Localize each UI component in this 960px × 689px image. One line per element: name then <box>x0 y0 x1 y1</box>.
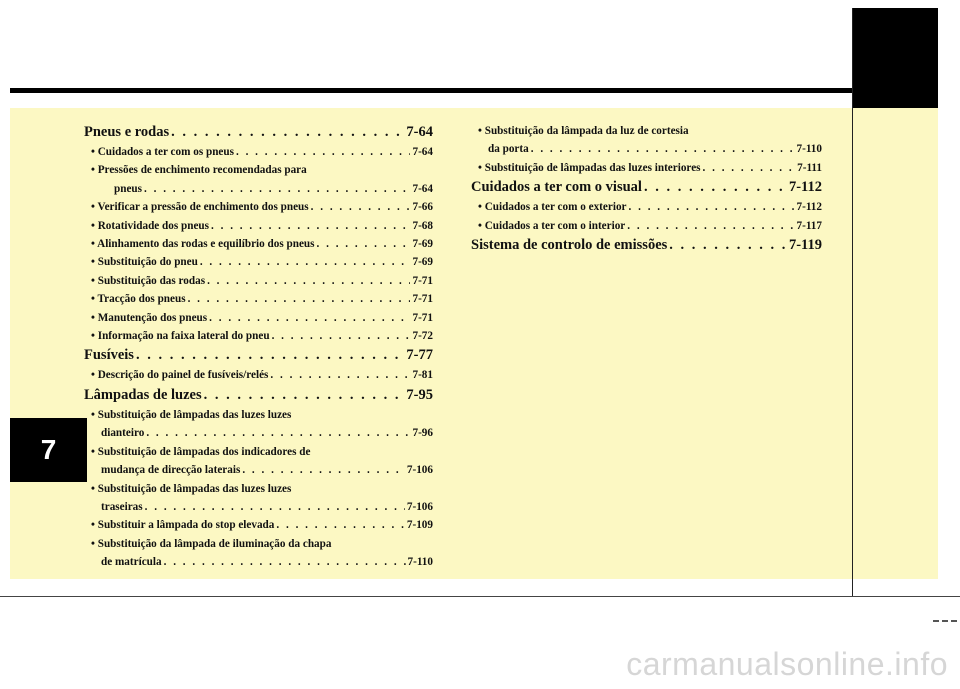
toc-entry-title: Fusíveis <box>84 347 134 364</box>
toc-entry-page: 7-71 <box>412 274 433 287</box>
dot-leader <box>627 217 794 235</box>
toc-entry-title: dianteiro <box>101 427 145 440</box>
dot-leader <box>531 140 795 158</box>
toc-entry-page: 7-71 <box>412 293 433 306</box>
toc-entry[interactable] <box>84 217 433 235</box>
dot-leader <box>703 159 796 177</box>
dot-leader <box>270 366 410 384</box>
toc-entry-page: 7-77 <box>406 347 433 364</box>
toc-entry-title: • Manutenção dos pneus <box>91 309 207 327</box>
toc-entry-page: 7-109 <box>406 519 433 532</box>
chapter-number-tab[interactable] <box>10 418 87 482</box>
toc-entry-title: • Cuidados a ter com os pneus <box>91 143 234 161</box>
toc-entry-title: • Substituir a lâmpada do stop elevada <box>91 516 274 534</box>
toc-entry-page: 7-71 <box>412 311 433 324</box>
toc-entry-page: 7-106 <box>406 500 433 513</box>
toc-heading[interactable] <box>471 235 822 256</box>
toc-heading[interactable] <box>84 385 433 406</box>
toc-entry[interactable] <box>84 272 433 290</box>
chapter-tab-top <box>853 8 938 108</box>
toc-entry-page: 7-111 <box>797 161 822 174</box>
toc-entry-title: da porta <box>488 143 529 156</box>
toc-entry-title: • Substituição das rodas <box>91 272 205 290</box>
toc-entry[interactable] <box>84 424 433 442</box>
toc-entry-page: 7-119 <box>788 237 822 254</box>
margin-line <box>852 8 853 596</box>
toc-entry[interactable] <box>84 366 433 384</box>
watermark: carmanualsonline.info <box>626 646 948 682</box>
toc-entry-first-line[interactable]: • Substituição de lâmpadas das luzes luzes <box>84 406 433 424</box>
toc-right-column <box>471 122 822 256</box>
toc-entry[interactable] <box>84 180 433 198</box>
toc-entry[interactable] <box>84 290 433 308</box>
dot-leader <box>171 122 404 143</box>
toc-entry-title: de matrícula <box>101 556 162 569</box>
toc-entry[interactable] <box>84 516 433 534</box>
toc-entry-page: 7-64 <box>406 124 433 140</box>
toc-entry[interactable] <box>84 198 433 216</box>
toc-entry[interactable] <box>84 327 433 345</box>
toc-entry-title: Lâmpadas de luzes <box>84 386 202 403</box>
toc-entry-page: 7-69 <box>412 256 433 269</box>
toc-entry-page: 7-95 <box>406 386 433 403</box>
toc-entry-page: 7-81 <box>412 369 433 382</box>
toc-entry[interactable] <box>84 253 433 271</box>
toc-entry[interactable] <box>84 309 433 327</box>
chapter-number: 7 <box>40 434 57 465</box>
toc-entry-title: • Cuidados a ter com o interior <box>478 217 625 235</box>
toc-entry-title: pneus <box>114 182 142 195</box>
toc-entry-title: • Descrição do painel de fusíveis/relés <box>91 366 268 384</box>
bottom-rule <box>0 596 960 597</box>
toc-entry[interactable] <box>84 498 433 516</box>
toc-entry-title: • Cuidados a ter com o exterior <box>478 198 627 216</box>
toc-entry-title: • Substituição de lâmpadas das luzes interiores <box>478 159 701 177</box>
toc-entry-title: • Substituição do pneu <box>91 253 198 271</box>
toc-entry-page: 7-64 <box>412 182 433 195</box>
toc-entry[interactable] <box>84 235 433 253</box>
toc-heading[interactable] <box>84 345 433 366</box>
toc-entry-page: 7-69 <box>412 238 433 251</box>
toc-heading[interactable] <box>84 122 433 143</box>
toc-entry-title: Pneus e rodas <box>84 124 170 140</box>
toc-entry[interactable] <box>471 159 822 177</box>
toc-entry-page: 7-117 <box>796 219 822 232</box>
toc-entry-first-line[interactable]: • Pressões de enchimento recomendadas para <box>84 161 433 179</box>
dot-leader <box>136 345 404 366</box>
toc-heading[interactable] <box>471 177 822 198</box>
toc-left-column <box>84 122 433 572</box>
dot-leader <box>207 272 410 290</box>
dot-leader <box>629 198 795 216</box>
dot-leader <box>209 309 410 327</box>
toc-entry-title: traseiras <box>101 500 143 513</box>
dot-leader <box>144 180 410 198</box>
dot-leader <box>236 143 411 161</box>
toc-entry[interactable] <box>84 461 433 479</box>
dot-leader <box>317 235 411 253</box>
toc-entry[interactable] <box>84 143 433 161</box>
dot-leader <box>669 235 787 256</box>
top-rule <box>10 88 938 93</box>
toc-entry-page: 7-106 <box>406 464 433 477</box>
toc-entry-first-line[interactable]: • Substituição de lâmpadas das luzes luzes <box>84 480 433 498</box>
toc-entry[interactable] <box>84 553 433 571</box>
toc-entry-page: 7-96 <box>412 427 433 440</box>
dot-leader <box>204 385 405 406</box>
dot-leader <box>311 198 411 216</box>
toc-entry-first-line[interactable]: • Substituição da lâmpada da luz de cortesia <box>471 122 822 140</box>
dot-leader <box>272 327 411 345</box>
dot-leader <box>211 217 410 235</box>
toc-entry-title: • Alinhamento das rodas e equilíbrio dos pneus <box>91 235 315 253</box>
toc-entry-title: • Rotatividade dos pneus <box>91 217 209 235</box>
toc-entry-title: mudança de direcção laterais <box>101 464 241 477</box>
toc-entry-first-line[interactable]: • Substituição da lâmpada de iluminação da chapa <box>84 535 433 553</box>
dot-leader <box>145 498 405 516</box>
toc-entry-page: 7-112 <box>796 201 822 214</box>
toc-entry-title: • Informação na faixa lateral do pneu <box>91 327 270 345</box>
toc-entry-page: 7-68 <box>412 219 433 232</box>
toc-entry[interactable] <box>471 140 822 158</box>
toc-entry-first-line[interactable]: • Substituição de lâmpadas dos indicadores de <box>84 443 433 461</box>
toc-entry-page: 7-112 <box>788 179 822 196</box>
dot-leader <box>644 177 787 198</box>
toc-entry-page: 7-110 <box>796 143 822 156</box>
dot-leader <box>276 516 405 534</box>
dot-leader <box>242 461 405 479</box>
dot-leader <box>164 553 406 571</box>
toc-entry-page: 7-72 <box>412 330 433 343</box>
corner-mark <box>933 620 957 624</box>
toc-entry-title: Cuidados a ter com o visual <box>471 179 642 196</box>
dot-leader <box>146 424 410 442</box>
toc-entry-page: 7-64 <box>412 146 433 158</box>
toc-entry[interactable] <box>471 217 822 235</box>
toc-entry-page: 7-66 <box>412 201 433 214</box>
toc-entry-page: 7-110 <box>407 556 433 569</box>
dot-leader <box>188 290 411 308</box>
toc-entry-title: • Verificar a pressão de enchimento dos pneus <box>91 198 309 216</box>
dot-leader <box>200 253 411 271</box>
toc-entry-title: • Tracção dos pneus <box>91 290 186 308</box>
toc-entry[interactable] <box>471 198 822 216</box>
toc-entry-title: Sistema de controlo de emissões <box>471 237 668 254</box>
